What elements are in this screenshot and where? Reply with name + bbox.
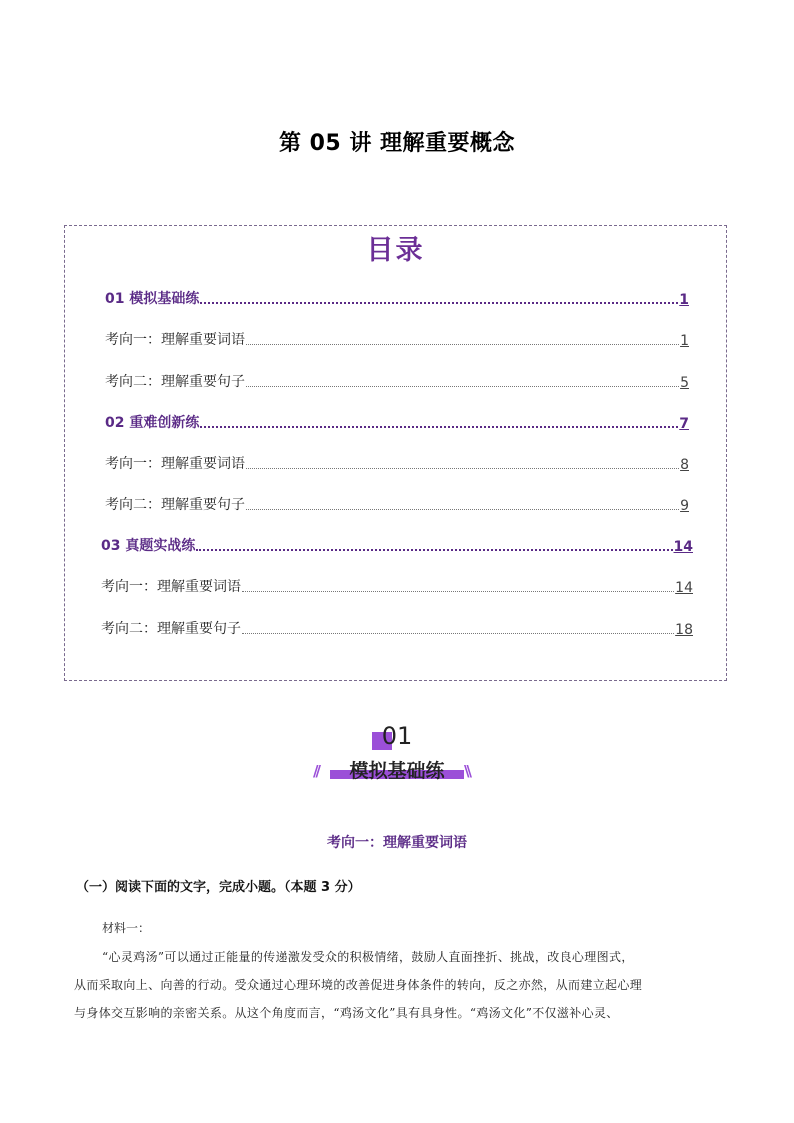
toc-entry-item[interactable]: [105, 371, 689, 391]
toc-leader-dots: [246, 385, 679, 387]
toc-page-link[interactable]: 9: [680, 498, 689, 514]
toc-entry-section-02[interactable]: [105, 412, 689, 432]
question-heading: （一）阅读下面的文字，完成小题。（本题 3 分）: [76, 880, 361, 895]
toc-leader-dots: [200, 301, 678, 304]
page-title: 第 05 讲 理解重要概念: [278, 131, 516, 156]
material-label: 材料一：: [102, 921, 151, 935]
toc-page-link[interactable]: 1: [680, 333, 689, 349]
toc-entry-label: 考向二：理解重要句子: [101, 621, 241, 637]
right-slash-decoration: \\: [464, 762, 469, 780]
toc-entry-label: 考向一：理解重要词语: [101, 579, 241, 595]
toc-entry-label: 考向二：理解重要句子: [105, 497, 245, 513]
section-number: 01: [381, 722, 413, 750]
toc-page-link[interactable]: 7: [679, 416, 689, 432]
table-of-contents: [64, 225, 727, 681]
toc-entry-section-03[interactable]: [101, 535, 693, 555]
toc-leader-dots: [196, 548, 672, 551]
toc-page-link[interactable]: 5: [680, 375, 689, 391]
toc-leader-dots: [200, 425, 678, 428]
section-title: 模拟基础练: [349, 760, 445, 782]
paragraph-line: 与身体交互影响的亲密关系。从这个角度而言，“鸡汤文化”具有具身性。“鸡汤文化”不仅滋补心灵、: [74, 1006, 619, 1020]
toc-entry-item[interactable]: [101, 576, 693, 596]
toc-leader-dots: [246, 343, 679, 345]
toc-entry-label: 03 真题实战练: [101, 538, 196, 554]
toc-entry-item[interactable]: [101, 618, 693, 638]
toc-page-link[interactable]: 18: [675, 622, 693, 638]
toc-page-link[interactable]: 1: [679, 292, 689, 308]
toc-leader-dots: [242, 632, 674, 634]
section-subtitle: 考向一：理解重要词语: [327, 835, 467, 851]
paragraph-line: “心灵鸡汤”可以通过正能量的传递激发受众的积极情绪，鼓励人直面挫折、挑战，改良心理图式，: [102, 950, 634, 964]
toc-page-link[interactable]: 14: [675, 580, 693, 596]
section-banner: [0, 718, 794, 788]
toc-page-link[interactable]: 14: [673, 539, 693, 555]
toc-entry-label: 考向一：理解重要词语: [105, 332, 245, 348]
toc-heading: 目录: [366, 235, 425, 266]
toc-leader-dots: [246, 508, 679, 510]
paragraph-line: 从而采取向上、向善的行动。受众通过心理环境的改善促进身体条件的转向，反之亦然，从而建立起心理: [74, 978, 643, 992]
toc-entry-label: 考向一：理解重要词语: [105, 456, 245, 472]
toc-entry-item[interactable]: [105, 494, 689, 514]
toc-entry-label: 考向二：理解重要句子: [105, 374, 245, 390]
toc-page-link[interactable]: 8: [680, 457, 689, 473]
toc-entry-label: 01 模拟基础练: [105, 291, 200, 307]
toc-entry-label: 02 重难创新练: [105, 415, 200, 431]
toc-leader-dots: [246, 467, 679, 469]
toc-entry-item[interactable]: [105, 329, 689, 349]
toc-entry-item[interactable]: [105, 453, 689, 473]
toc-entry-section-01[interactable]: [105, 288, 689, 308]
toc-leader-dots: [242, 590, 674, 592]
left-slash-decoration: //: [313, 762, 318, 780]
